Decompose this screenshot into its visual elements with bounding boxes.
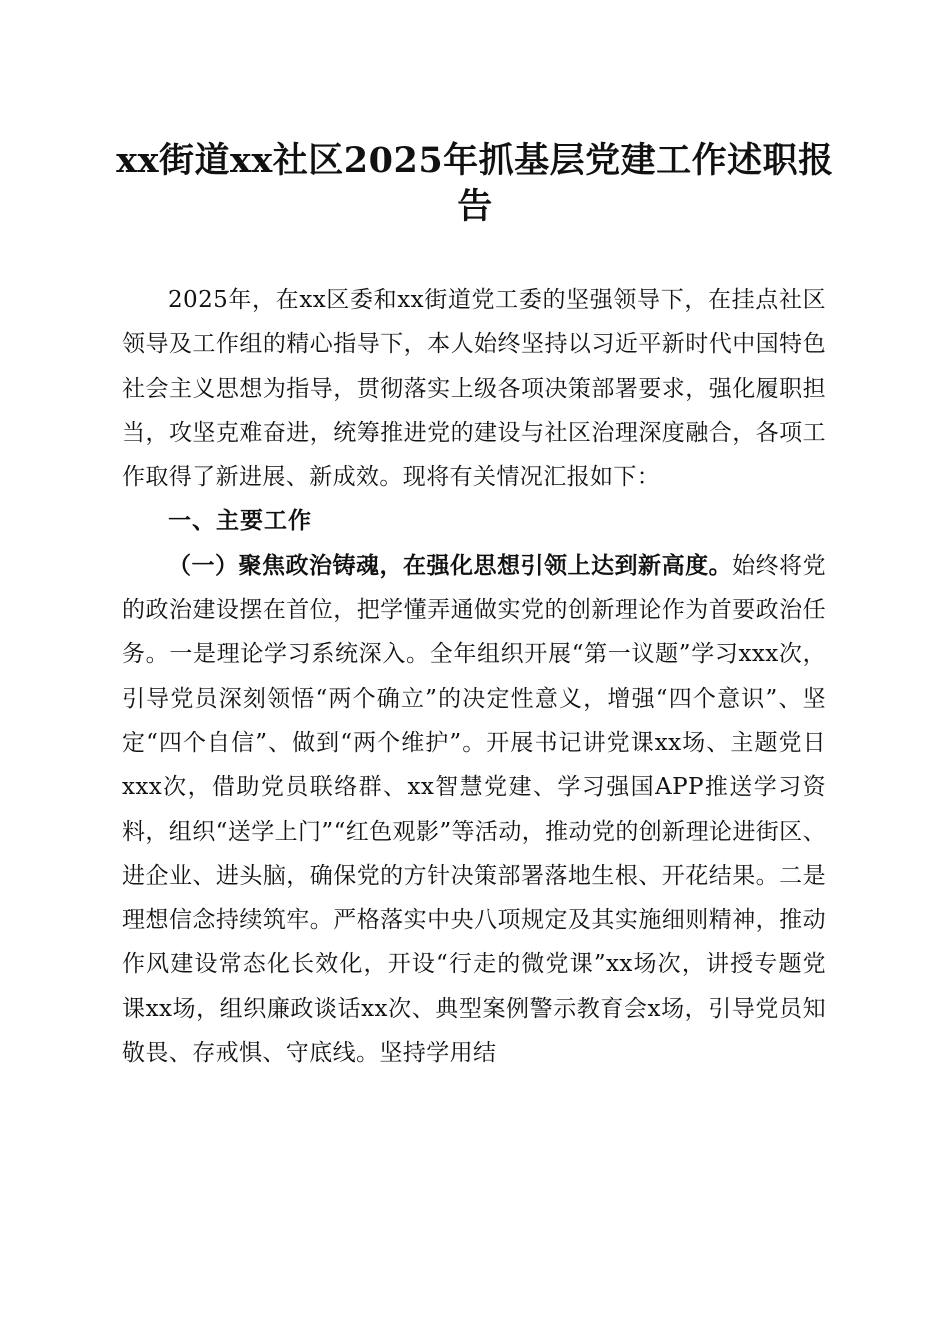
- subsection-heading-political: （一）聚焦政治铸魂，在强化思想引领上达到新高度。: [168, 551, 733, 579]
- document-title: xx街道xx社区2025年抓基层党建工作述职报告: [116, 140, 834, 227]
- intro-paragraph: 2025年，在xx区委和xx街道党工委的坚强领导下，在挂点社区领导及工作组的精心指导下，本人始终坚持以习近平新时代中国特色社会主义思想为指导，贯彻落实上级各项决策部署要求，强化履职担当，攻坚克难奋进，统筹推进党的建设与社区治理深度融合，各项工作取得了新进展、新成效。现将有关情况汇报如下：: [122, 287, 826, 491]
- section-heading-main-work: 一、主要工作: [168, 508, 312, 535]
- subsection-paragraph-political: [122, 544, 826, 1076]
- document-body: [122, 278, 826, 1075]
- subsection-body-political: 始终将党的政治建设摆在首位，把学懂弄通做实党的创新理论作为首要政治任务。一是理论学习系统深入。全年组织开展“第一议题”学习xxx次，引导党员深刻领悟“两个确立”的决定性意义，增强“四个意识”、坚定“四个自信”、做到“两个维护”。开展书记讲党课xx场、主题党日xxx次，借助党员联络群、xx智慧党建、学习强国APP推送学习资料，组织“送学上门”“红色观影”等活动，推动党的创新理论进街区、进企业、进头脑，确保党的方针决策部署落地生根、开花结果。二是理想信念持续筑牢。严格落实中央八项规定及其实施细则精神，推动作风建设常态化长效化，开设“行走的微党课”xx场次，讲授专题党课xx场，组织廉政谈话xx次、典型案例警示教育会x场，引导党员知敬畏、存戒惧、守底线。坚持学用结: [122, 552, 826, 1067]
